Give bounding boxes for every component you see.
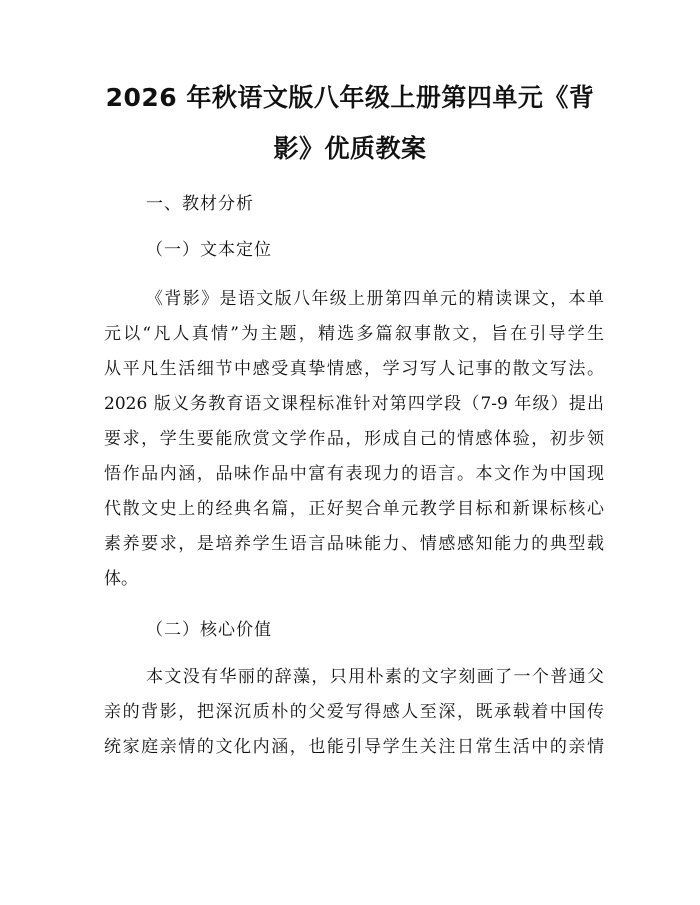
paragraph-line: 素养要求，是培养学生语言品味能力、情感感知能力的典型载: [104, 534, 604, 554]
section-heading-textbook-analysis: 一、教材分析: [146, 194, 254, 214]
document-title-line-2: 影》优质教案: [273, 134, 427, 163]
subsection-heading-text-positioning: （一）文本定位: [146, 240, 272, 260]
paragraph-line: 悟作品内涵，品味作品中富有表现力的语言。本文作为中国现: [104, 464, 604, 484]
paragraph-line: 《背影》是语文版八年级上册第四单元的精读课文，本单: [146, 289, 604, 309]
paragraph-line: 2026 版义务教育语文课程标准针对第四学段（7-9 年级）提出: [104, 394, 604, 414]
paragraph-line: 统家庭亲情的文化内涵，也能引导学生关注日常生活中的亲情: [104, 737, 604, 757]
paragraph-line: 代散文史上的经典名篇，正好契合单元教学目标和新课标核心: [104, 499, 604, 519]
paragraph-line: 本文没有华丽的辞藻，只用朴素的文字刻画了一个普通父: [146, 667, 604, 687]
paragraph-line: 从平凡生活细节中感受真挚情感，学习写人记事的散文写法。: [104, 359, 604, 379]
paragraph-line: 体。: [104, 569, 138, 589]
paragraph-line: 要求，学生要能欣赏文学作品，形成自己的情感体验，初步领: [104, 429, 604, 449]
subsection-heading-core-value: （二）核心价值: [146, 620, 272, 640]
paragraph-line: 亲的背影，把深沉质朴的父爱写得感人至深，既承载着中国传: [104, 702, 604, 722]
document-title-line-1: 2026 年秋语文版八年级上册第四单元《背: [105, 83, 595, 112]
paragraph-line: 元以“凡人真情”为主题，精选多篇叙事散文，旨在引导学生: [104, 324, 604, 344]
